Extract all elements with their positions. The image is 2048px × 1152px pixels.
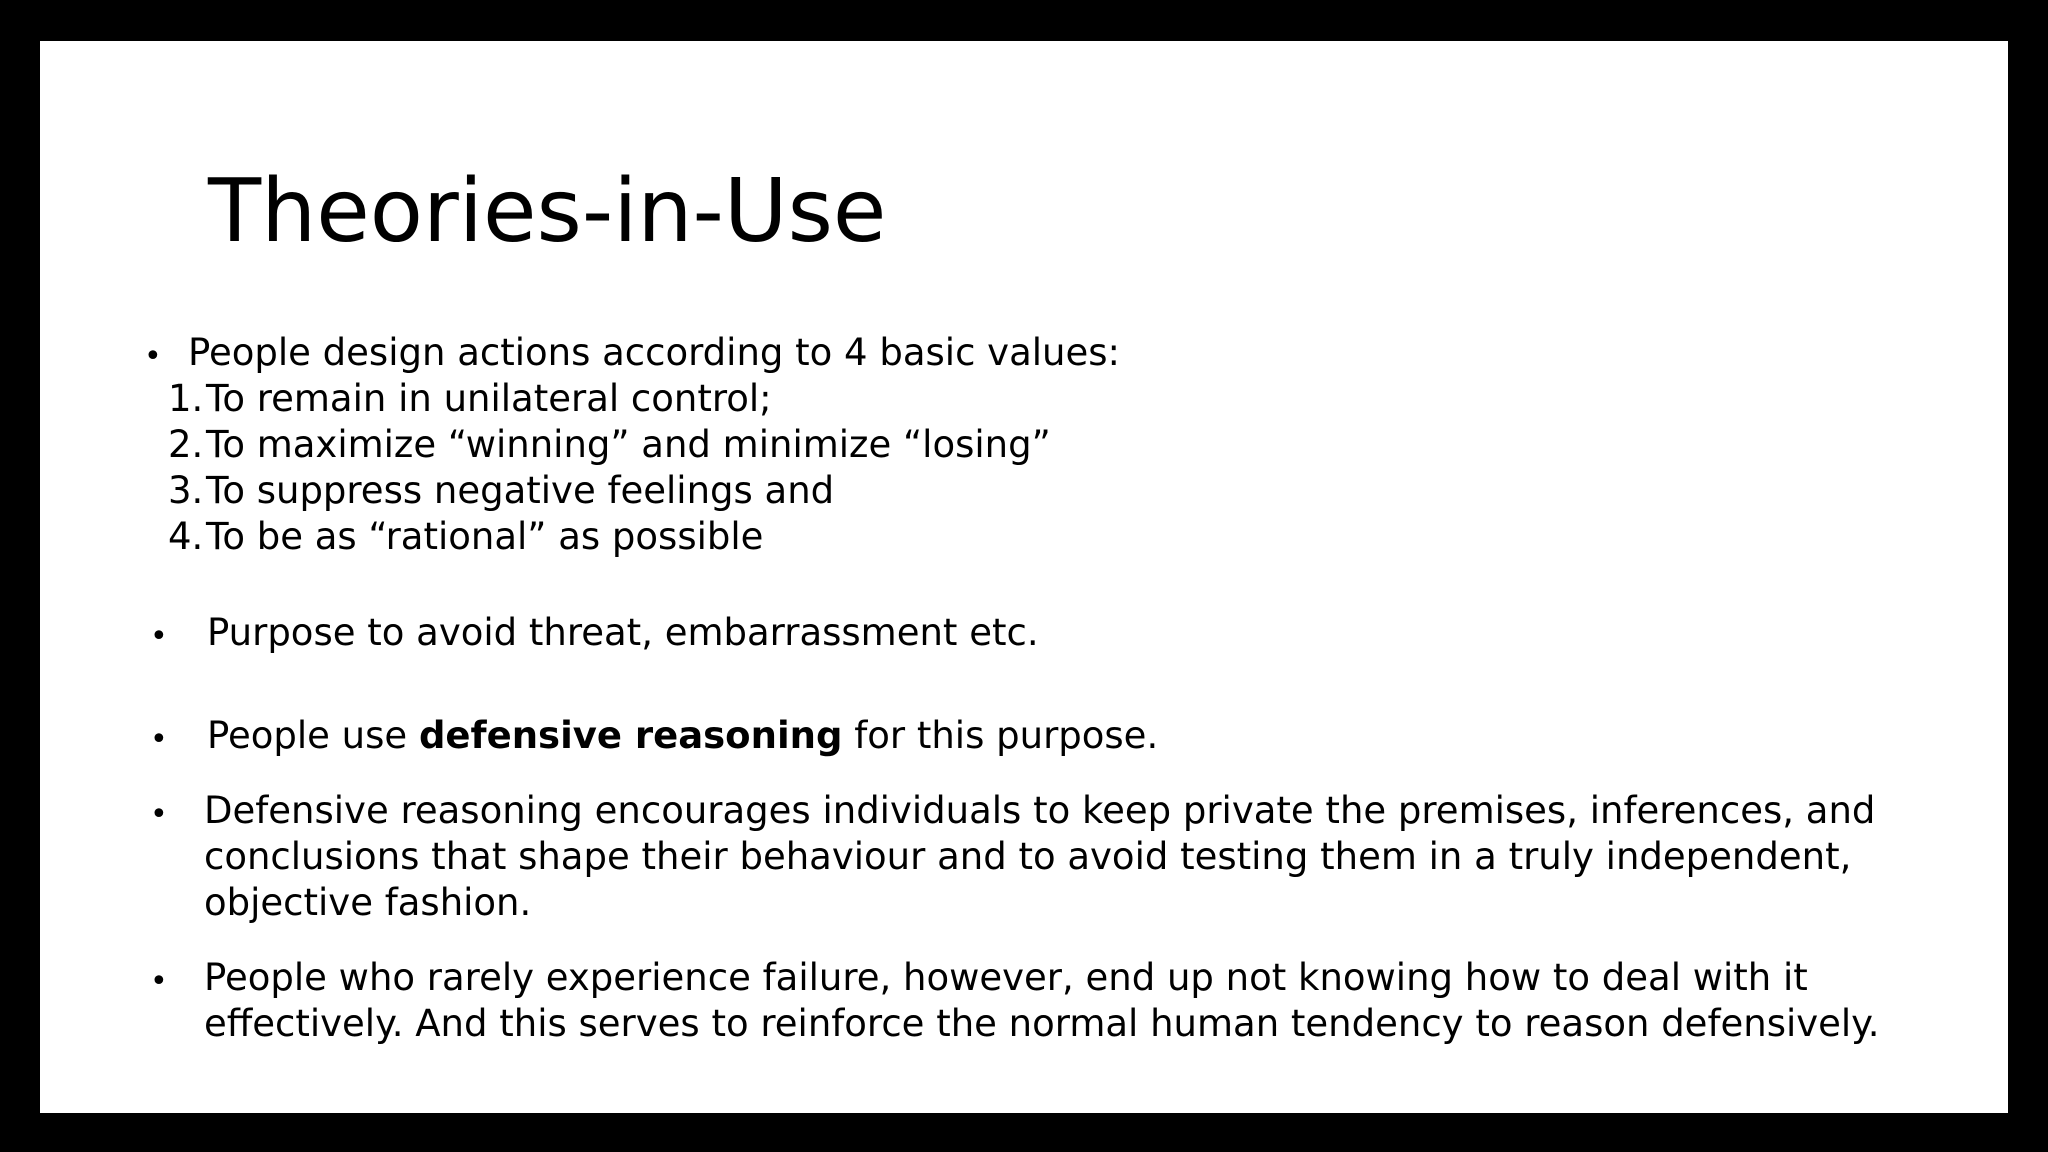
list-item xyxy=(168,514,763,560)
bullet-text-line: objective fashion. xyxy=(204,881,532,924)
slide-title: Theories-in-Use xyxy=(208,160,887,262)
list-item-text: To be as “rational” as possible xyxy=(206,515,764,558)
bullet-marker: • xyxy=(150,722,168,757)
bullet-marker: • xyxy=(144,339,162,374)
bullet-marker: • xyxy=(150,797,168,832)
bullet-text xyxy=(207,713,1158,759)
list-item-text: To maximize “winning” and minimize “losing” xyxy=(206,423,1051,466)
slide xyxy=(40,41,2008,1113)
bullet-marker: • xyxy=(150,619,168,654)
list-number: 3. xyxy=(168,469,204,512)
list-item xyxy=(168,468,834,514)
bullet-marker: • xyxy=(150,964,168,999)
bullet-text: Purpose to avoid threat, embarrassment etc. xyxy=(207,611,1039,654)
list-item xyxy=(168,376,772,422)
bullet-text-line: conclusions that shape their behaviour and to avoid testing them in a truly independent, xyxy=(204,835,1852,878)
bullet-text-line: Defensive reasoning encourages individuals to keep private the premises, inferences, and xyxy=(204,789,1876,832)
intro-text: People design actions according to 4 basic values: xyxy=(188,331,1120,374)
bullet-text-emphasis: defensive reasoning xyxy=(418,714,843,757)
bullet-text-line: People who rarely experience failure, however, end up not knowing how to deal with it xyxy=(204,956,1808,999)
bullet-text-tail: for this purpose. xyxy=(842,714,1159,757)
bullet-text-line: effectively. And this serves to reinforce the normal human tendency to reason defensively. xyxy=(204,1002,1880,1045)
list-number: 1. xyxy=(168,377,204,420)
bullet-text-lead: People use xyxy=(207,714,419,757)
list-item xyxy=(168,422,1051,468)
list-item-text: To suppress negative feelings and xyxy=(206,469,835,512)
list-item-text: To remain in unilateral control; xyxy=(206,377,772,420)
list-number: 4. xyxy=(168,515,204,558)
list-number: 2. xyxy=(168,423,204,466)
